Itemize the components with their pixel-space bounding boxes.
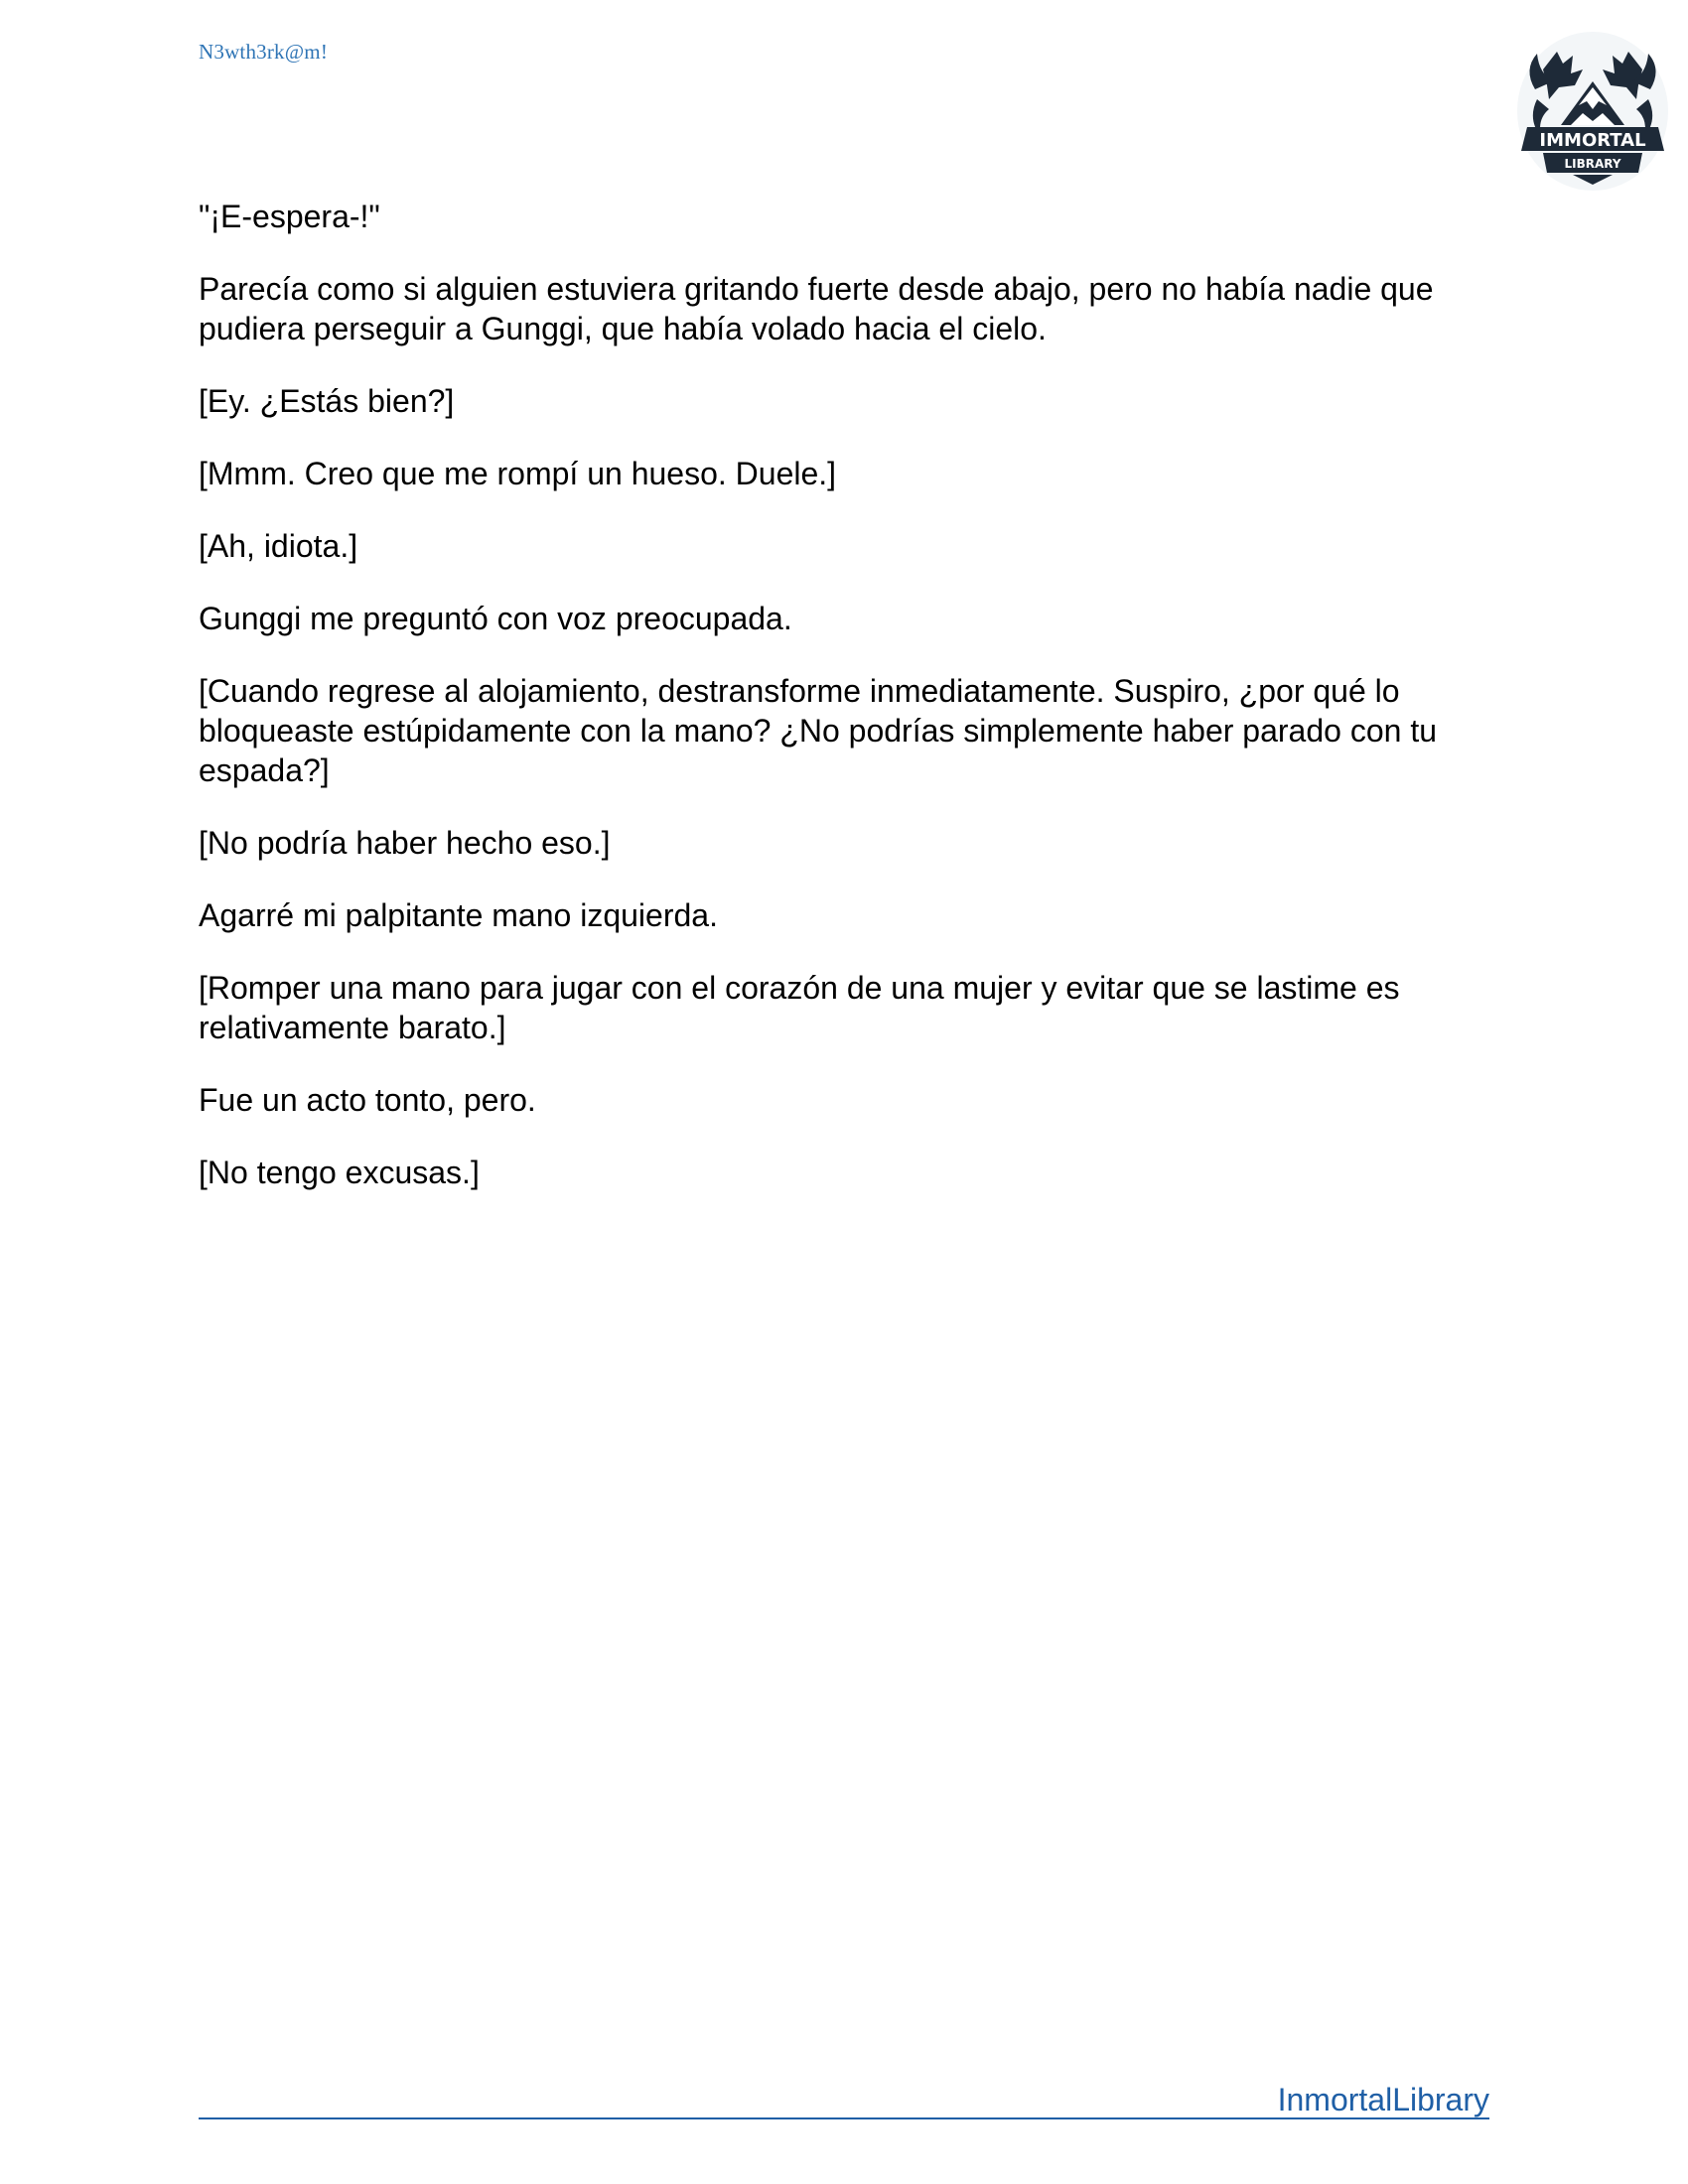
immortal-library-logo-icon	[1513, 30, 1672, 199]
header-watermark: N3wth3rk@m!	[199, 40, 329, 64]
paragraph: [No podría haber hecho eso.]	[199, 825, 611, 861]
paragraph: Parecía como si alguien estuviera gritando fuerte desde abajo, pero no había nadie que pudiera perseguir a Gunggi, que había volado hacia el cielo.	[199, 271, 1434, 346]
paragraph: Agarré mi palpitante mano izquierda.	[199, 897, 718, 933]
logo-text-bottom: LIBRARY	[1564, 157, 1621, 171]
paragraph: [Mmm. Creo que me rompí un hueso. Duele.]	[199, 456, 837, 491]
paragraph: [Ah, idiota.]	[199, 528, 358, 564]
paragraph: [Romper una mano para jugar con el corazón de una mujer y evitar que se lastime es relativamente barato.]	[199, 970, 1400, 1045]
paragraph: Gunggi me preguntó con voz preocupada.	[199, 601, 792, 636]
paragraph: Fue un acto tonto, pero.	[199, 1082, 536, 1118]
paragraph: [No tengo excusas.]	[199, 1155, 480, 1190]
document-body	[199, 197, 1489, 1225]
footer-link[interactable]: InmortalLibrary	[1277, 2082, 1489, 2117]
logo-text-top: IMMORTAL	[1539, 130, 1646, 151]
paragraph: [Ey. ¿Estás bien?]	[199, 383, 455, 419]
paragraph: [Cuando regrese al alojamiento, destransforme inmediatamente. Suspiro, ¿por qué lo bloqueaste estúpidamente con la mano? ¿No podrías simplemente haber parado con tu espada?]	[199, 673, 1437, 788]
paragraph: "¡E-espera-!"	[199, 199, 380, 234]
